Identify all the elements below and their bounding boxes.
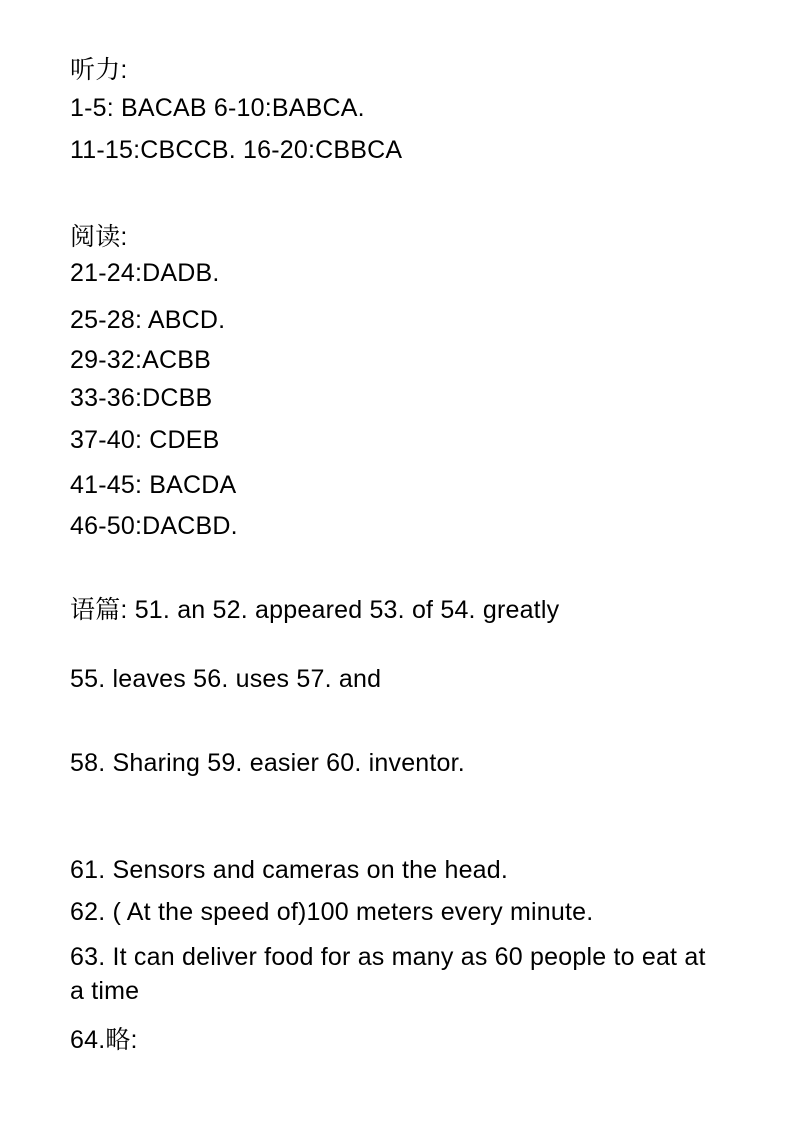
reading-answers-41-45: 41-45: BACDA [70, 471, 237, 499]
reading-answers-29-32: 29-32:ACBB [70, 346, 211, 374]
listening-answers-1: 1-5: BACAB 6-10:BABCA. [70, 94, 365, 122]
passage-answers-1: 语篇: 51. an 52. appeared 53. of 54. greatly [70, 596, 560, 624]
listening-heading: 听力: [70, 56, 128, 84]
reading-answers-25-28: 25-28: ABCD. [70, 306, 226, 334]
passage-answers-2: 55. leaves 56. uses 57. and [70, 665, 382, 693]
reading-answers-37-40: 37-40: CDEB [70, 426, 220, 454]
reading-heading: 阅读: [70, 223, 128, 251]
passage-answers-3: 58. Sharing 59. easier 60. inventor. [70, 749, 465, 777]
reading-answers-33-36: 33-36:DCBB [70, 384, 213, 412]
answer-63: 63. It can deliver food for as many as 60 people to eat at a time [70, 943, 706, 1005]
answer-62: 62. ( At the speed of)100 meters every minute. [70, 898, 594, 926]
answer-64: 64.略: [70, 1026, 138, 1054]
answer-61: 61. Sensors and cameras on the head. [70, 856, 509, 884]
reading-answers-21-24: 21-24:DADB. [70, 259, 220, 287]
listening-answers-2: 11-15:CBCCB. 16-20:CBBCA [70, 136, 403, 164]
reading-answers-46-50: 46-50:DACBD. [70, 512, 238, 540]
